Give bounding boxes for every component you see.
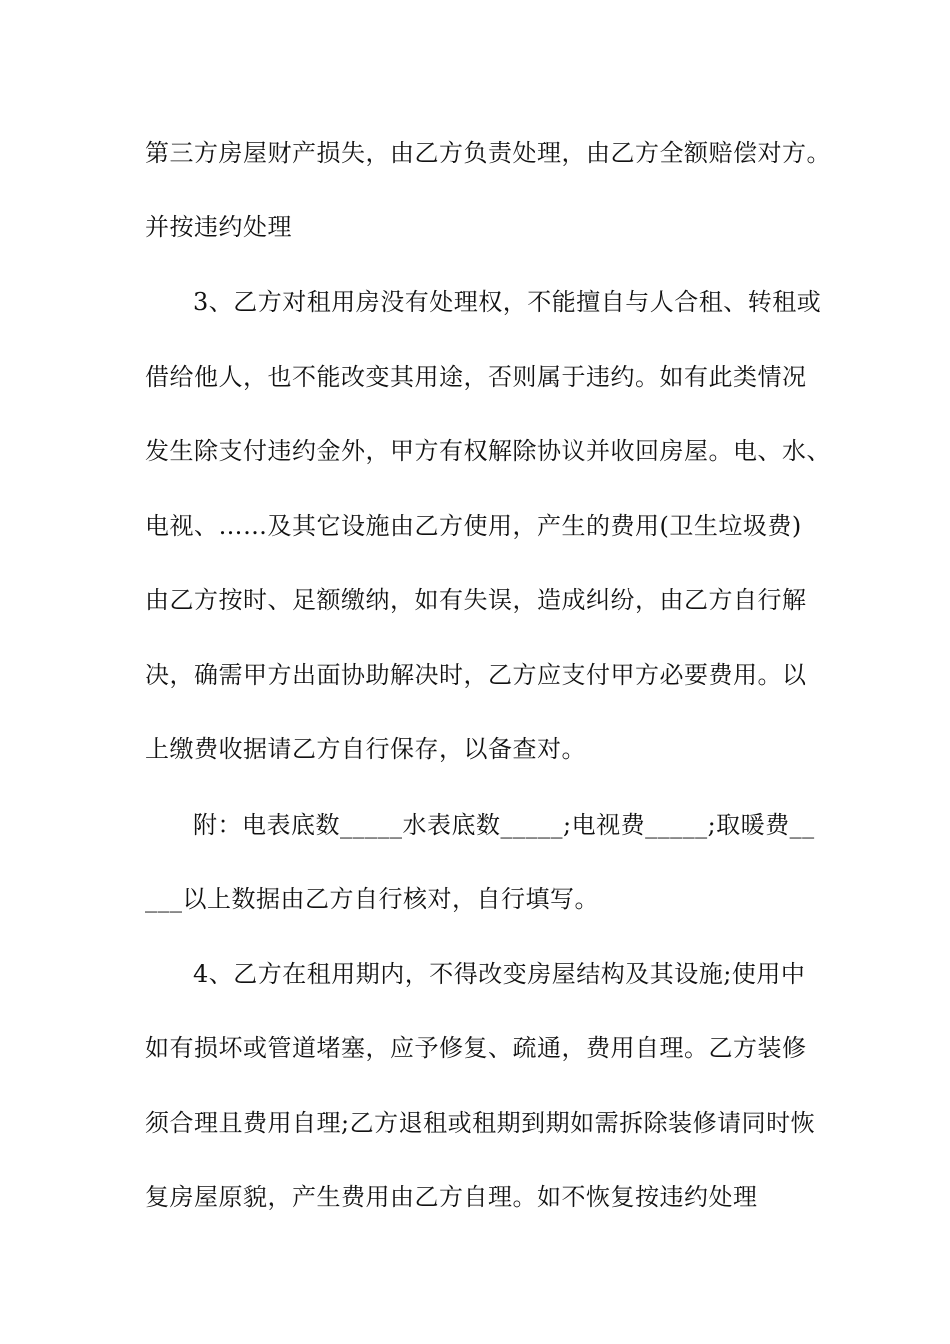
text-line-9: 上缴费收据请乙方自行保存，以备查对。	[145, 735, 586, 763]
text-line-4: 借给他人，也不能改变其用途，否则属于违约。如有此类情况	[145, 363, 807, 391]
text-line-2: 并按违约处理	[145, 213, 292, 241]
text-line-3: 3、乙方对租用房没有处理权，不能擅自与人合租、转租或	[193, 288, 822, 316]
text-line-11: ___以上数据由乙方自行核对，自行填写。	[145, 885, 599, 913]
text-line-5: 发生除支付违约金外，甲方有权解除协议并收回房屋。电、水、	[145, 437, 831, 465]
text-line-14: 须合理且费用自理;乙方退租或租期到期如需拆除装修请同时恢	[145, 1109, 816, 1137]
text-line-6: 电视、……及其它设施由乙方使用，产生的费用(卫生垃圾费)	[145, 512, 802, 540]
text-line-15: 复房屋原貌，产生费用由乙方自理。如不恢复按违约处理	[145, 1183, 758, 1211]
text-line-8: 决，确需甲方出面协助解决时，乙方应支付甲方必要费用。以	[145, 661, 807, 689]
text-line-7: 由乙方按时、足额缴纳，如有失误，造成纠纷，由乙方自行解	[145, 586, 807, 614]
text-line-12: 4、乙方在租用期内，不得改变房屋结构及其设施;使用中	[193, 960, 806, 988]
text-line-10: 附：电表底数_____水表底数_____;电视费_____;取暖费__	[193, 811, 815, 839]
text-line-1: 第三方房屋财产损失，由乙方负责处理，由乙方全额赔偿对方。	[145, 139, 831, 167]
text-line-13: 如有损坏或管道堵塞，应予修复、疏通，费用自理。乙方装修	[145, 1034, 807, 1062]
